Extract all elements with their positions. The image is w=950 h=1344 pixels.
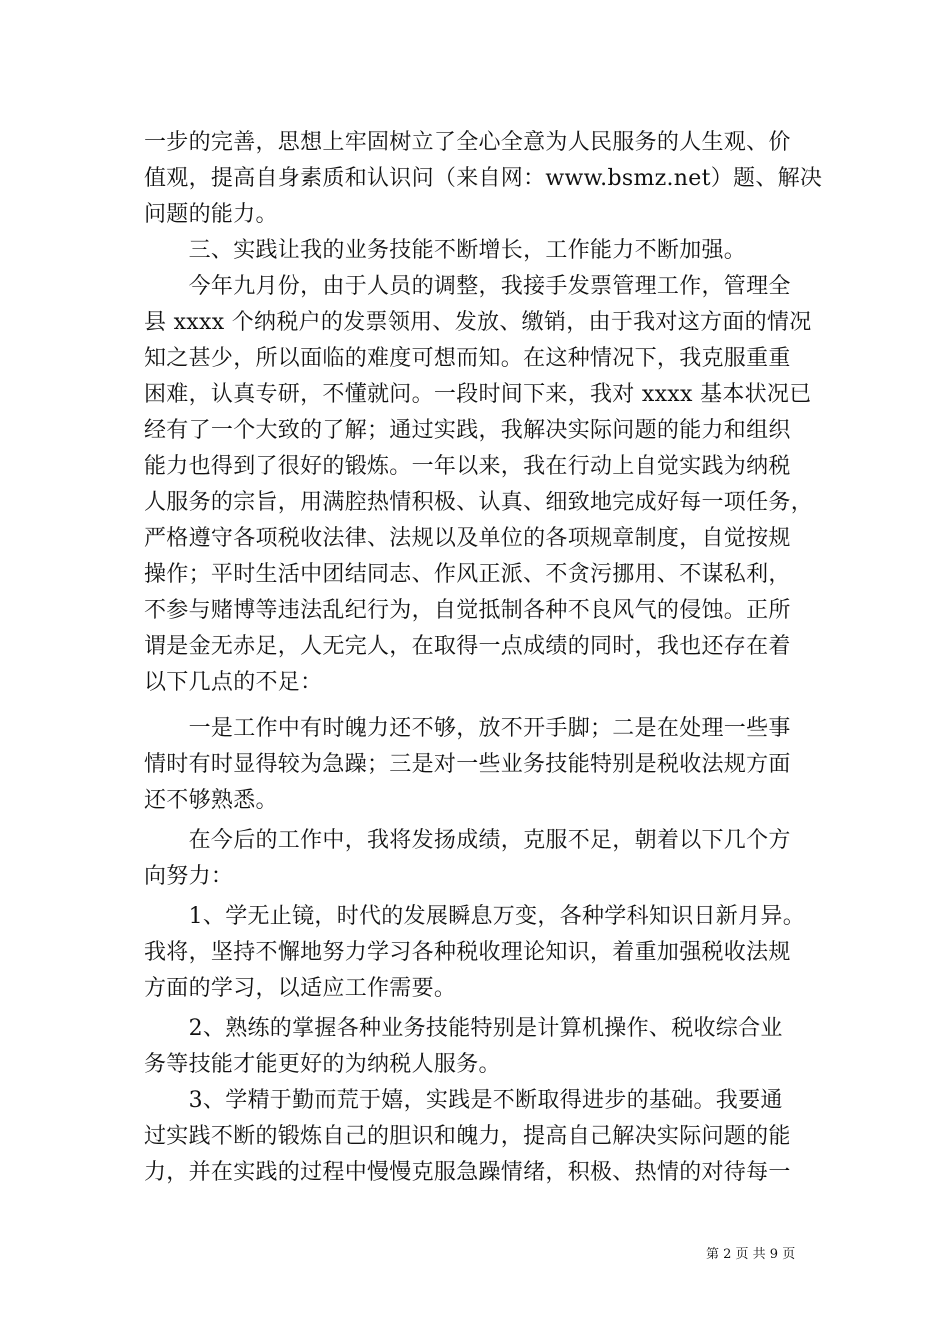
text-line: 情时有时显得较为急躁；三是对一些业务技能特别是税收法规方面 <box>144 752 791 777</box>
text-line: 能力也得到了很好的锻炼。一年以来，我在行动上自觉实践为纳税 <box>144 454 791 479</box>
text-line: 还不够熟悉。 <box>144 788 278 813</box>
text-line: 不参与赌博等违法乱纪行为，自觉抵制各种不良风气的侵蚀。正所 <box>144 598 791 623</box>
text-line: 一是工作中有时魄力还不够，放不开手脚；二是在处理一些事 <box>144 716 791 741</box>
text-line: 知之甚少，所以面临的难度可想而知。在这种情况下，我克服重重 <box>144 346 791 371</box>
text-line: 操作；平时生活中团结同志、作风正派、不贪污挪用、不谋私利， <box>144 562 791 587</box>
text-line: 我将，坚持不懈地努力学习各种税收理论知识，着重加强税收法规 <box>144 940 791 965</box>
text-line: 一步的完善，思想上牢固树立了全心全意为人民服务的人生观、价 <box>144 130 791 155</box>
text-line: 今年九月份，由于人员的调整，我接手发票管理工作，管理全 <box>144 274 791 299</box>
text-line: 在今后的工作中，我将发扬成绩，克服不足，朝着以下几个方 <box>144 828 791 853</box>
text-line: 三、实践让我的业务技能不断增长，工作能力不断加强。 <box>144 238 747 263</box>
text-line: 困难，认真专研，不懂就问。一段时间下来，我对 xxxx 基本状况已 <box>144 382 812 407</box>
text-line: 过实践不断的锻炼自己的胆识和魄力，提高自己解决实际问题的能 <box>144 1124 791 1149</box>
text-line: 谓是金无赤足，人无完人，在取得一点成绩的同时，我也还存在着 <box>144 634 791 659</box>
text-line: 务等技能才能更好的为纳税人服务。 <box>144 1052 501 1077</box>
text-line: 2、熟练的掌握各种业务技能特别是计算机操作、税收综合业 <box>144 1016 783 1041</box>
text-line: 问题的能力。 <box>144 202 278 227</box>
text-line: 力，并在实践的过程中慢慢克服急躁情绪，积极、热情的对待每一 <box>144 1160 791 1185</box>
text-line: 以下几点的不足： <box>144 670 323 695</box>
text-line: 向努力： <box>144 864 234 889</box>
page-number: 第 2 页 共 9 页 <box>706 1247 796 1262</box>
text-line: 方面的学习，以适应工作需要。 <box>144 976 457 1001</box>
text-line: 3、学精于勤而荒于嬉，实践是不断取得进步的基础。我要通 <box>144 1088 783 1113</box>
text-line: 县 xxxx 个纳税户的发票领用、发放、缴销，由于我对这方面的情况 <box>144 310 812 335</box>
text-line: 人服务的宗旨，用满腔热情积极、认真、细致地完成好每一项任务， <box>144 490 814 515</box>
text-line: 严格遵守各项税收法律、法规以及单位的各项规章制度，自觉按规 <box>144 526 791 551</box>
text-line: 经有了一个大致的了解；通过实践，我解决实际问题的能力和组织 <box>144 418 791 443</box>
text-line: 值观，提高自身素质和认识问（来自网：www.bsmz.net）题、解决 <box>144 166 823 191</box>
text-line: 1、学无止镜，时代的发展瞬息万变，各种学科知识日新月异。 <box>144 904 805 929</box>
